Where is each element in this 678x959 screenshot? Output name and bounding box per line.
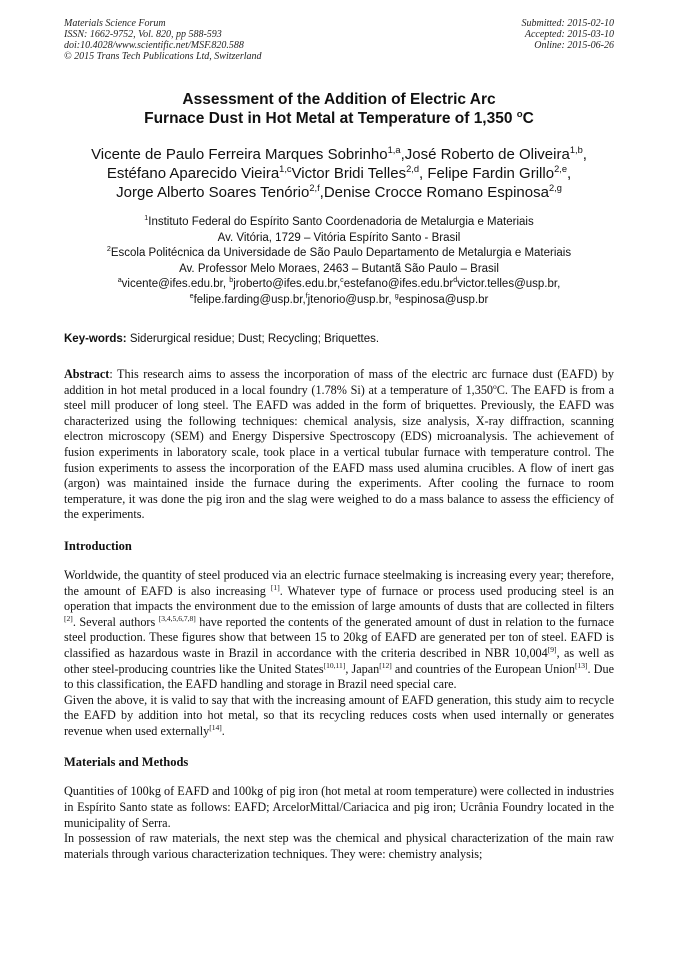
authors-line-1: Vicente de Paulo Ferreira Marques Sobrinho$^{1,a}$,José Roberto de Oliveira$^{1,b}$, <box>91 145 587 163</box>
submission-dates <box>522 18 615 62</box>
affiliations <box>64 215 614 308</box>
journal-doi: doi:10.4028/www.scientific.net/MSF.820.588 <box>64 40 244 51</box>
affiliation-2: $^2$Escola Politécnica da Universidade de São Paulo Departamento de Metalurgia e Materiais <box>106 245 572 259</box>
keywords-text: Siderurgical residue; Dust; Recycling; Briquettes. <box>126 333 380 345</box>
affiliation-1-address: Av. Vitória, 1729 – Vitória Espírito Santo - Brasil <box>217 231 461 244</box>
journal-name: Materials Science Forum <box>64 18 166 29</box>
introduction-heading: Introduction <box>64 538 132 553</box>
title-line-1: Assessment of the Addition of Electric Arc <box>182 91 496 108</box>
authors-line-2: Estéfano Aparecido Vieira$^{1,c}$Victor Bridi Telles$^{2,d}$, Felipe Fardin Grillo$^{2,e}$, <box>106 164 572 182</box>
journal-copyright: © 2015 Trans Tech Publications Ltd, Switzerland <box>64 51 262 62</box>
methods-paragraph-2: In possession of raw materials, the next step was the chemical and physical characterization of the main raw materials through various characterization techniques. They were: chemistry analysis; <box>64 831 614 861</box>
email-link[interactable]: victor.telles@usp.br, <box>457 278 561 290</box>
methods-heading: Materials and Methods <box>64 755 189 770</box>
journal-header <box>64 18 614 62</box>
introduction-paragraph-1: Worldwide, the quantity of steel produced via an electric furnace steelmaking is increasing every year; therefore, the amount of EAFD is also increasing [1]. Whatever type of furnace or process used producing steel is an operation that impacts the environment due to the emission of large amounts of dusts that are collected in filters [2]. Several authors [3,4,5,6,7,8] have reported the contents of the generated amount of dust in relation to the furnace steel production. These figures show that between 15 to 20kg of EAFD are generated per ton of steel. EAFD is classified as hazardous waste in Brazil in accordance with the criteria described in NBR 10,004[9], as well as other steel-producing countries like the United States[10,11], Japan[12] and countries of the European Union[13]. Due to this classification, the EAFD handling and storage in Brazil need special care. <box>64 567 614 692</box>
email-link[interactable]: felipe.farding@usp.br, <box>193 293 306 306</box>
online-date: Online: 2015-06-26 <box>534 40 614 51</box>
email-link[interactable]: espinosa@usp.br <box>398 293 489 306</box>
author-list <box>64 145 614 202</box>
affiliation-1: $^1$Instituto Federal do Espírito Santo Coordenadoria de Metalurgia e Materiais <box>144 214 534 228</box>
email-link[interactable]: vicente@ifes.edu.br, <box>121 278 230 290</box>
submitted-date: Submitted: 2015-02-10 <box>521 18 614 29</box>
emails-line-2: $^e$felipe.farding@usp.br,$^f$jtenorio@usp.br, $^g$espinosa@usp.br <box>189 291 489 306</box>
title-line-2: Furnace Dust in Hot Metal at Temperature of 1,350 $^o$C <box>144 108 534 127</box>
email-link[interactable]: jroberto@ifes.edu.br, <box>233 278 341 290</box>
paper-title <box>64 90 614 128</box>
methods-paragraph-1: Quantities of 100kg of EAFD and 100kg of pig iron (hot metal at room temperature) were collected in industries in Espírito Santo state as follows: EAFD; ArcelorMittal/Cariacica and pig iron; Ucrânia Foundry located in the municipality of Serra. <box>64 784 614 830</box>
affiliation-2-address: Av. Professor Melo Moraes, 2463 – Butantã São Paulo – Brasil <box>179 262 499 275</box>
authors-line-3: Jorge Alberto Soares Tenório$^{2,f}$,Denise Crocce Romano Espinosa$^{2,g}$ <box>116 183 562 201</box>
journal-info <box>64 18 262 62</box>
accepted-date: Accepted: 2015-03-10 <box>524 29 614 40</box>
journal-issn: ISSN: 1662-9752, Vol. 820, pp 588-593 <box>64 29 222 40</box>
keywords-label: Key-words: <box>64 333 127 345</box>
introduction-paragraph-2: Given the above, it is valid to say that with the increasing amount of EAFD generation, this study aim to recycle the EAFD by addition into hot metal, so that its recycling reduces costs when used internally or generates revenue when used externally[14]. <box>64 692 614 738</box>
abstract-label: Abstract <box>64 367 110 381</box>
email-link[interactable]: estefano@ifes.edu.br <box>343 278 454 290</box>
emails-line-1: $^a$vicente@ifes.edu.br, $^bjroberto@ifes.edu.br,^cestefano@ifes.edu.br^dvictor.telles@usp.br$, <box>117 276 561 290</box>
abstract: Abstract: This research aims to assess the incorporation of mass of the electric arc furnace dust (EAFD) by addition in hot metal produced in a local foundry (1.78% Si) at a temperature of 1,350$^o$C. The EAFD is from a steel mill producer of long steel. The EAFD was added in the form of briquettes. Previously, the EAFD was characterized using the following techniques: chemical analysis, size analysis, X-ray diffraction, scanning electron microscopy (SEM) and Energy Dispersive Spectroscopy (EDS) microanalysis. The achievement of fusion experiments in laboratory scale, took place in a vertical tubular furnace with temperature control. The fusion experiments to assess the incorporation of the EAFD mass used alumina crucibles. A flow of inert gas (argon) was maintained inside the furnace during the experiments. After cooling the furnace to room temperature, it was done the pig iron and the slag were weighed to do a mass balance to assess the efficiency of the experiments. <box>64 367 614 522</box>
keywords <box>64 332 614 347</box>
email-link[interactable]: jtenorio@usp.br, <box>307 293 395 306</box>
